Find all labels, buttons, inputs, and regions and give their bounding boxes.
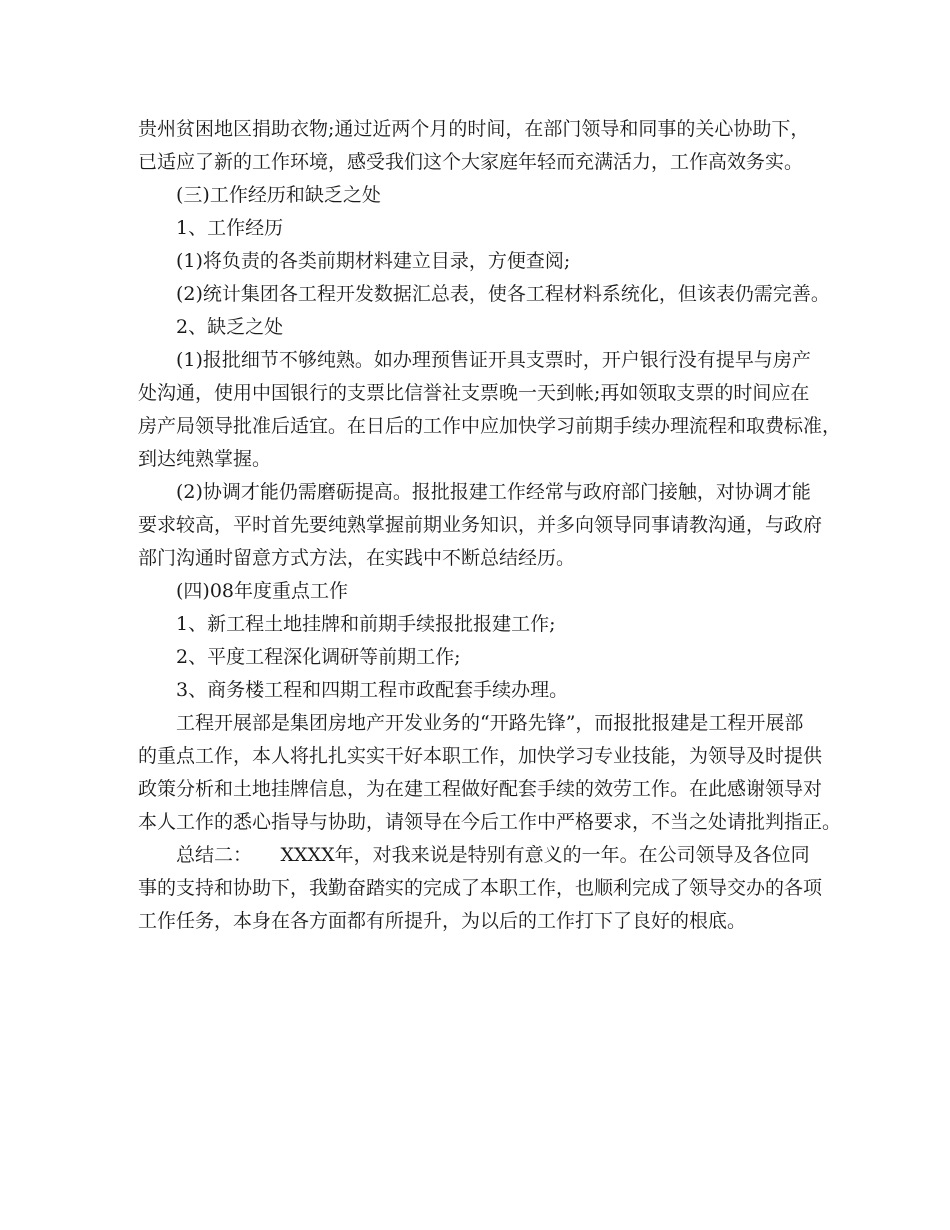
text-line: 已适应了新的工作环境，感受我们这个大家庭年轻而充满活力，工作高效务实。	[138, 151, 804, 173]
text-line: 3、商务楼工程和四期工程市政配套手续办理。	[176, 679, 569, 701]
text-line: 房产局领导批准后适宜。在日后的工作中应加快学习前期手续办理流程和取费标准，	[138, 415, 842, 437]
text-line: 到达纯熟掌握。	[138, 448, 272, 470]
text-line: 要求较高，平时首先要纯熟掌握前期业务知识，并多向领导同事请教沟通，与政府	[138, 514, 823, 536]
text-line: 1、工作经历	[176, 217, 284, 239]
text-line: (四)08年度重点工作	[176, 580, 349, 602]
paragraph-p-exp1	[138, 245, 828, 278]
text-line: 总结二： XXXX年，对我来说是特别有意义的一年。在公司领导及各位同	[176, 844, 810, 866]
text-line: 的重点工作，本人将扎扎实实干好本职工作，加快学习专业技能，为领导及时提供	[138, 745, 823, 767]
paragraph-p-exp2	[138, 278, 828, 311]
text-line: (1)将负责的各类前期材料建立目录，方便查阅;	[176, 250, 571, 272]
paragraph-p-key1	[138, 608, 828, 641]
text-line: (三)工作经历和缺乏之处	[176, 184, 381, 206]
text-line: 贵州贫困地区捐助衣物;通过近两个月的时间，在部门领导和同事的关心协助下，	[138, 118, 810, 140]
text-line: 事的支持和协助下，我勤奋踏实的完成了本职工作，也顺利完成了领导交办的各项	[138, 877, 823, 899]
paragraph-p-donation	[138, 113, 828, 179]
text-line: 2、平度工程深化调研等前期工作;	[176, 646, 461, 668]
paragraph-h-section3	[138, 179, 828, 212]
text-line: 工作任务，本身在各方面都有所提升，为以后的工作打下了良好的根底。	[138, 910, 747, 932]
text-line: 本人工作的悉心指导与协助，请领导在今后工作中严格要求，不当之处请批判指正。	[138, 811, 842, 833]
text-line: (2)统计集团各工程开发数据汇总表，使各工程材料系统化，但该表仍需完善。	[176, 283, 830, 305]
paragraph-p-closing	[138, 707, 842, 839]
text-line: 处沟通，使用中国银行的支票比信誉社支票晚一天到帐;再如领取支票的时间应在	[138, 382, 810, 404]
paragraph-p-summary2	[138, 839, 828, 938]
paragraph-h-section4	[138, 575, 828, 608]
text-line: (1)报批细节不够纯熟。如办理预售证开具支票时，开户银行没有提早与房产	[176, 349, 811, 371]
text-line: 部门沟通时留意方式方法，在实践中不断总结经历。	[138, 547, 576, 569]
paragraph-h-shortcomings	[138, 311, 828, 344]
paragraph-h-experience	[138, 212, 828, 245]
text-line: 工程开展部是集团房地产开发业务的“开路先锋”，而报批报建是工程开展部	[176, 712, 804, 734]
text-line: (2)协调才能仍需磨砺提高。报批报建工作经常与政府部门接触，对协调才能	[176, 481, 811, 503]
document-body	[138, 113, 842, 938]
paragraph-p-key2	[138, 641, 828, 674]
paragraph-p-short2	[138, 476, 828, 575]
paragraph-p-short1	[138, 344, 842, 476]
paragraph-p-key3	[138, 674, 828, 707]
text-line: 政策分析和土地挂牌信息，为在建工程做好配套手续的效劳工作。在此感谢领导对	[138, 778, 823, 800]
text-line: 1、新工程土地挂牌和前期手续报批报建工作;	[176, 613, 556, 635]
text-line: 2、缺乏之处	[176, 316, 284, 338]
